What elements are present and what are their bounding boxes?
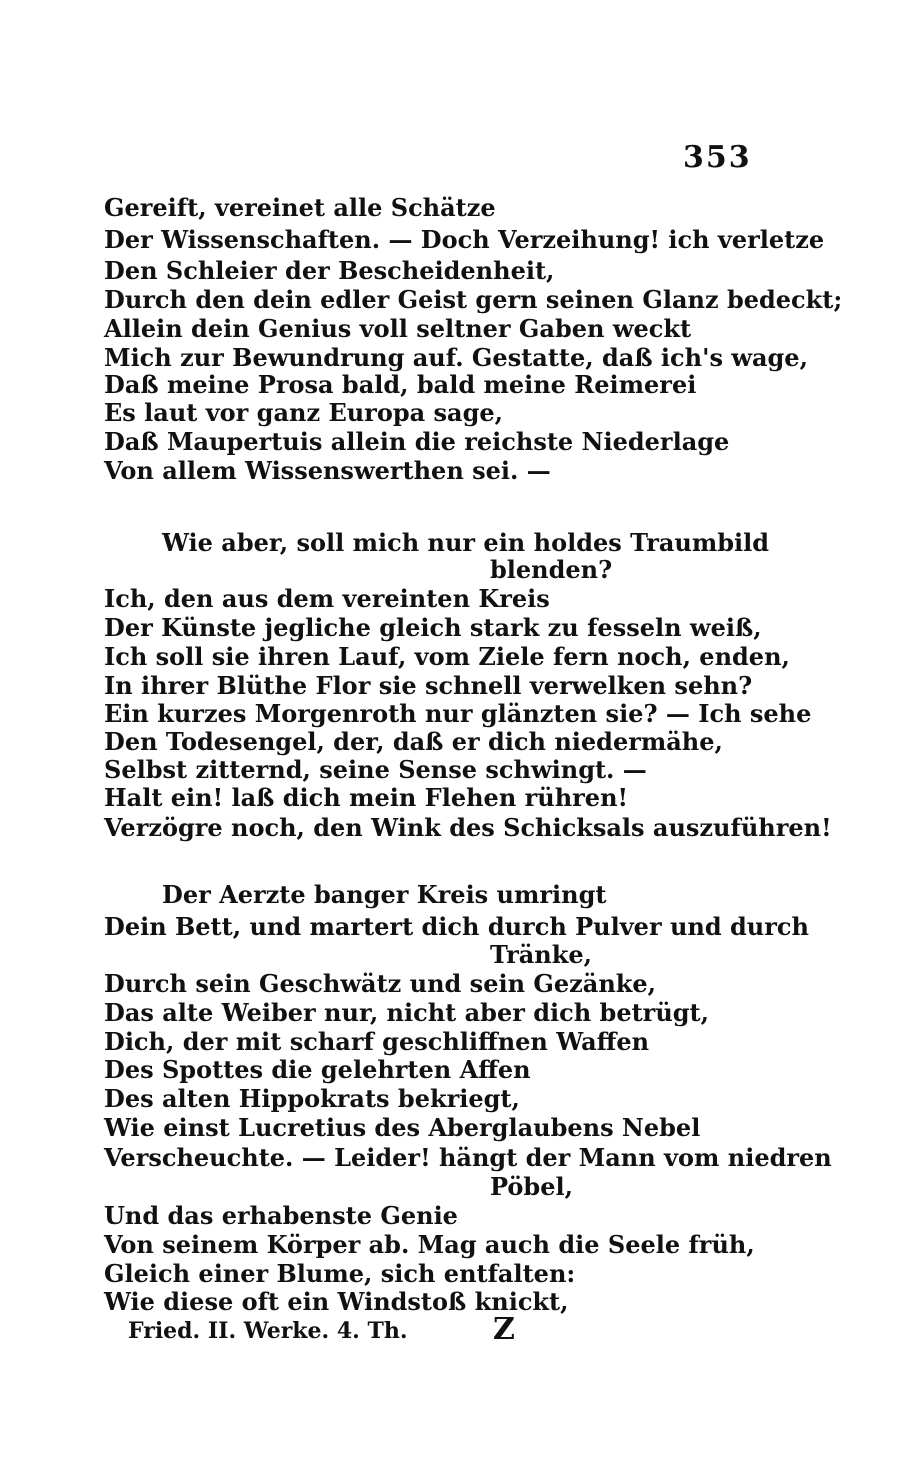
poem-line: Den Schleier der Bescheidenheit, (104, 256, 555, 285)
poem-line: Der Künste jegliche gleich stark zu fesseln weiß, (104, 613, 762, 642)
poem-line: Verzögre noch, den Wink des Schicksals auszuführen! (104, 813, 832, 842)
poem-line: In ihrer Blüthe Flor sie schnell verwelken sehn? (104, 671, 753, 700)
page-number: 353 (683, 140, 752, 175)
poem-line: Der Aerzte banger Kreis umringt (162, 880, 607, 909)
poem-line: Des alten Hippokrats bekriegt, (104, 1084, 520, 1113)
poem-line: Es laut vor ganz Europa sage, (104, 398, 503, 427)
poem-line: Gereift, vereinet alle Schätze (104, 193, 496, 222)
poem-line: Durch sein Geschwätz und sein Gezänke, (104, 969, 657, 998)
poem-line: Selbst zitternd, seine Sense schwingt. — (104, 755, 647, 784)
poem-line: Wie aber, soll mich nur ein holdes Traumbild (162, 528, 770, 557)
poem-line: Ein kurzes Morgenroth nur glänzten sie? — Ich sehe (104, 699, 812, 728)
poem-line: Durch den dein edler Geist gern seinen Glanz bedeckt; (104, 285, 843, 314)
poem-line: Halt ein! laß dich mein Flehen rühren! (104, 783, 629, 812)
poem-line: Ich soll sie ihren Lauf, vom Ziele fern noch, enden, (104, 642, 790, 671)
poem-line-turnover: blenden? (490, 555, 613, 584)
poem-line: Daß meine Prosa bald, bald meine Reimerei (104, 370, 697, 399)
poem-line: Mich zur Bewundrung auf. Gestatte, daß ich's wage, (104, 343, 808, 372)
poem-line: Verscheuchte. — Leider! hängt der Mann vom niedren (104, 1143, 832, 1172)
poem-line: Ich, den aus dem vereinten Kreis (104, 584, 550, 613)
poem-line: Das alte Weiber nur, nicht aber dich betrügt, (104, 998, 709, 1027)
poem-line: Der Wissenschaften. — Doch Verzeihung! ich verletze (104, 225, 825, 254)
poem-line: Gleich einer Blume, sich entfalten: (104, 1259, 576, 1288)
poem-line: Den Todesengel, der, daß er dich niedermähe, (104, 727, 723, 756)
poem-line: Allein dein Genius voll seltner Gaben weckt (104, 314, 692, 343)
poem-line: Dich, der mit scharf geschliffnen Waffen (104, 1027, 650, 1056)
poem-line: Von allem Wissenswerthen sei. — (104, 456, 551, 485)
poem-line-turnover: Pöbel, (490, 1172, 573, 1201)
poem-line: Wie diese oft ein Windstoß knickt, (104, 1287, 569, 1316)
footer-signature: Fried. II. Werke. 4. Th. (128, 1318, 408, 1344)
poem-line: Des Spottes die gelehrten Affen (104, 1055, 531, 1084)
poem-line: Daß Maupertuis allein die reichste Niederlage (104, 427, 730, 456)
poem-line-turnover: Tränke, (490, 940, 593, 969)
poem-line: Wie einst Lucretius des Aberglaubens Nebel (104, 1113, 701, 1142)
footer-sheet-mark: Z (493, 1312, 515, 1347)
poem-line: Von seinem Körper ab. Mag auch die Seele früh, (104, 1230, 755, 1259)
poem-line: Und das erhabenste Genie (104, 1201, 458, 1230)
poem-line: Dein Bett, und martert dich durch Pulver und durch (104, 912, 809, 941)
